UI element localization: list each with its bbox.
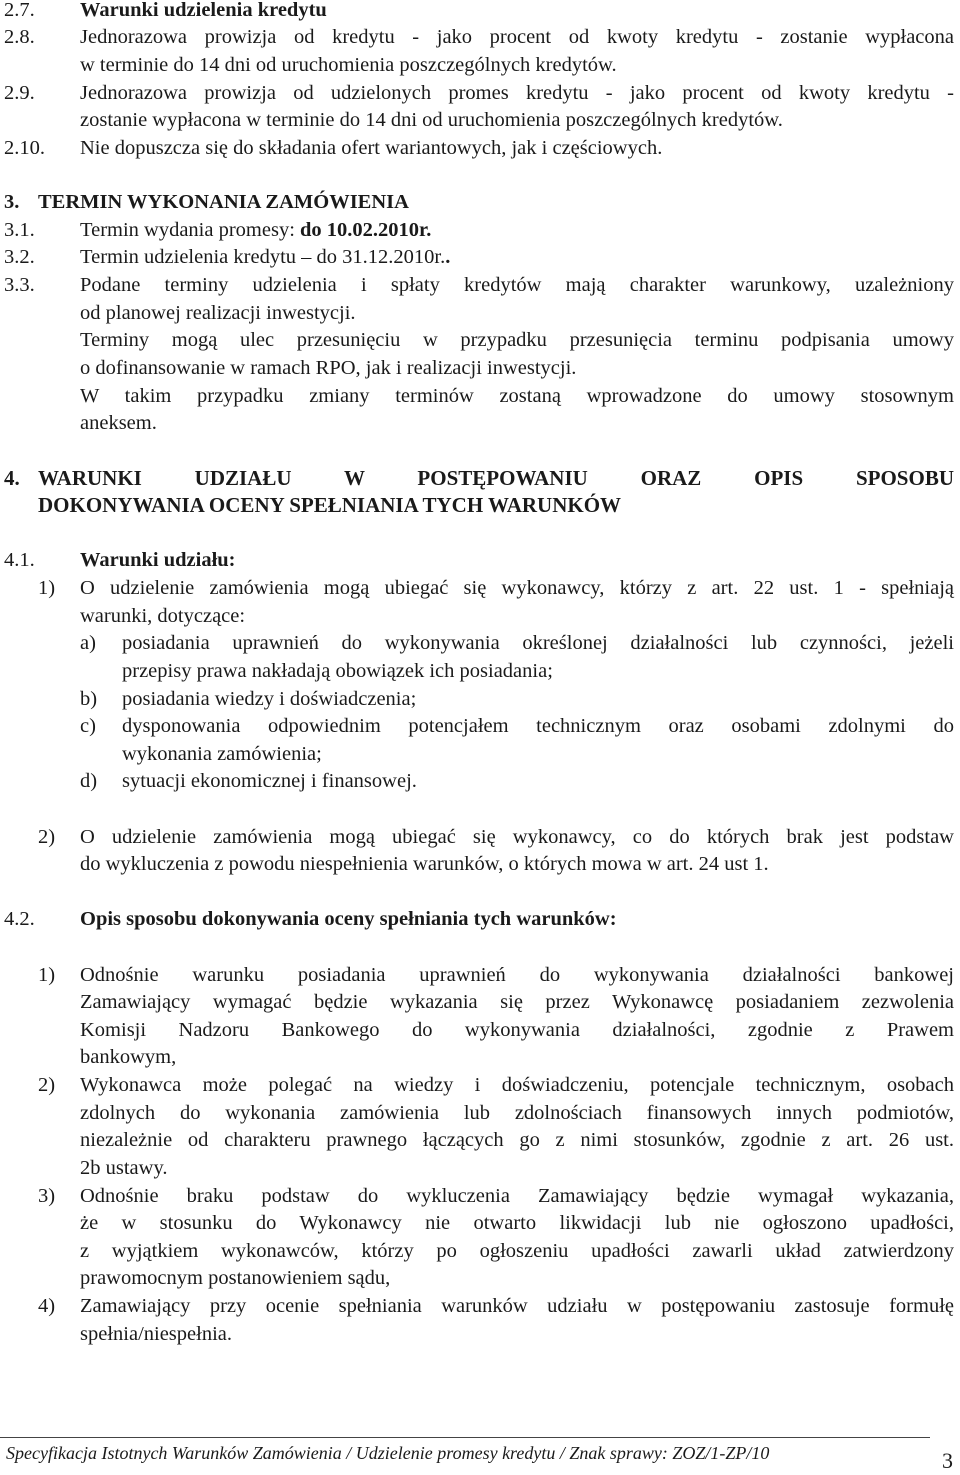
subsection-title: Warunki udziału: xyxy=(80,549,236,571)
paragraph-line: że w stosunku do Wykonawcy nie otwarto likwidacji lub nie ogłoszono upadłości, xyxy=(80,1212,954,1234)
paragraph-line: w terminie do 14 dni od uruchomienia poszczególnych kredytów. xyxy=(80,54,617,76)
paragraph-line: zostanie wypłacona w terminie do 14 dni od uruchomienia poszczególnych kredytów. xyxy=(80,109,783,131)
paragraph-line: Odnośnie braku podstaw do wykluczenia Zamawiający będzie wymagał wykazania, xyxy=(80,1185,954,1207)
paragraph-line: 2b ustawy. xyxy=(80,1157,168,1179)
section-number: 3. xyxy=(4,191,20,213)
paragraph-line xyxy=(80,244,450,272)
text: Termin udzielenia kredytu – do 31.12.2010r. xyxy=(80,246,446,268)
paragraph-line: spełnia/niespełnia. xyxy=(80,1323,232,1345)
item-number: 4.1. xyxy=(4,549,35,571)
subsection-title: Opis sposobu dokonywania oceny spełniania tych warunków: xyxy=(80,908,617,930)
paragraph-line: bankowym, xyxy=(80,1046,177,1068)
item-number: 2.9. xyxy=(4,82,35,104)
list-letter: a) xyxy=(80,632,96,654)
list-number: 1) xyxy=(38,577,56,599)
paragraph-line: warunki, dotyczące: xyxy=(80,605,246,627)
paragraph-line: Terminy mogą ulec przesunięciu w przypadku przesunięcia terminu podpisania umowy xyxy=(80,329,954,351)
list-number: 3) xyxy=(38,1185,56,1207)
paragraph-line: W takim przypadku zmiany terminów zostaną wprowadzone do umowy stosownym xyxy=(80,385,954,407)
item-number: 2.7. xyxy=(4,0,35,21)
list-letter: b) xyxy=(80,688,98,710)
section-title: Warunki udzielenia kredytu xyxy=(80,0,327,21)
list-letter: c) xyxy=(80,715,96,737)
paragraph-line: Wykonawca może polegać na wiedzy i doświadczeniu, potencjale technicznym, osobach xyxy=(80,1074,954,1096)
paragraph-line: z wyjątkiem wykonawców, którzy po ogłoszeniu upadłości zawarli układ zatwierdzony xyxy=(80,1240,954,1262)
paragraph-line: Podane terminy udzielenia i spłaty kredytów mają charakter warunkowy, uzależniony xyxy=(80,274,954,296)
paragraph-line: przepisy prawa nakładają obowiązek ich posiadania; xyxy=(122,660,553,682)
item-number: 2.8. xyxy=(4,26,35,48)
paragraph-line: zdolnych do wykonania zamówienia lub zdolnościach finansowych innych podmiotów, xyxy=(80,1102,954,1124)
paragraph-line: dysponowania odpowiednim potencjałem technicznym oraz osobami zdolnymi do xyxy=(122,715,954,737)
paragraph-line: Nie dopuszcza się do składania ofert wariantowych, jak i częściowych. xyxy=(80,137,663,159)
paragraph-line: Komisji Nadzoru Bankowego do wykonywania działalności, zgodnie z Prawem xyxy=(80,1019,954,1041)
paragraph-line: prawomocnym postanowieniem sądu, xyxy=(80,1267,391,1289)
paragraph-line: sytuacji ekonomicznej i finansowej. xyxy=(122,770,417,792)
list-number: 2) xyxy=(38,826,56,848)
item-number: 3.2. xyxy=(4,246,35,268)
section-heading: DOKONYWANIA OCENY SPEŁNIANIA TYCH WARUNKÓW xyxy=(38,493,622,517)
paragraph-line: O udzielenie zamówienia mogą ubiegać się wykonawcy, którzy z art. 22 ust. 1 - spełniają xyxy=(80,577,954,599)
paragraph-line: Jednorazowa prowizja od kredytu - jako procent od kwoty kredytu - zostanie wypłacona xyxy=(80,26,954,48)
item-number: 3.1. xyxy=(4,219,35,241)
footer-rule xyxy=(0,1437,930,1438)
text: Termin wydania promesy: xyxy=(80,219,301,241)
section-number: 4. xyxy=(4,466,20,490)
item-number: 3.3. xyxy=(4,274,35,296)
paragraph-line: wykonania zamówienia; xyxy=(122,743,322,765)
paragraph-line: aneksem. xyxy=(80,412,157,434)
page-footer: Specyfikacja Istotnych Warunków Zamówienia / Udzielenie promesy kredytu / Znak sprawy: ZOZ/1-ZP/10 xyxy=(6,1443,770,1463)
paragraph-line: Zamawiający przy ocenie spełniania warunków udziału w postępowaniu zastosuje formułę xyxy=(80,1295,954,1317)
list-number: 4) xyxy=(38,1295,56,1317)
paragraph-line xyxy=(80,217,431,245)
section-heading: TERMIN WYKONANIA ZAMÓWIENIA xyxy=(38,191,409,213)
paragraph-line: Odnośnie warunku posiadania uprawnień do wykonywania działalności bankowej xyxy=(80,964,954,986)
paragraph-line: Zamawiający wymagać będzie wykazania się przez Wykonawcę posiadaniem zezwolenia xyxy=(80,991,954,1013)
paragraph-line: O udzielenie zamówienia mogą ubiegać się wykonawcy, co do których brak jest podstaw xyxy=(80,826,954,848)
list-number: 2) xyxy=(38,1074,56,1096)
date-bold: do 10.02.2010r. xyxy=(300,219,432,241)
paragraph-line: o dofinansowanie w ramach RPO, jak i realizacji inwestycji. xyxy=(80,357,577,379)
item-number: 2.10. xyxy=(4,137,45,159)
item-number: 4.2. xyxy=(4,908,35,930)
section-heading: WARUNKI UDZIAŁU W POSTĘPOWANIU ORAZ OPIS SPOSOBU xyxy=(38,466,954,490)
list-number: 1) xyxy=(38,964,56,986)
paragraph-line: od planowej realizacji inwestycji. xyxy=(80,302,356,324)
paragraph-line: do wykluczenia z powodu niespełnienia warunków, o których mowa w art. 24 ust 1. xyxy=(80,853,769,875)
paragraph-line: niezależnie od charakteru prawnego łączących go z nimi stosunków, zgodnie z art. 26 ust. xyxy=(80,1129,954,1151)
paragraph-line: Jednorazowa prowizja od udzielonych promes kredytu - jako procent od kwoty kredytu - xyxy=(80,82,954,104)
paragraph-line: posiadania wiedzy i doświadczenia; xyxy=(122,688,417,710)
page-number: 3 xyxy=(942,1448,953,1473)
paragraph-line: posiadania uprawnień do wykonywania określonej działalności lub czynności, jeżeli xyxy=(122,632,954,654)
list-letter: d) xyxy=(80,770,98,792)
dot-bold: . xyxy=(445,246,451,268)
